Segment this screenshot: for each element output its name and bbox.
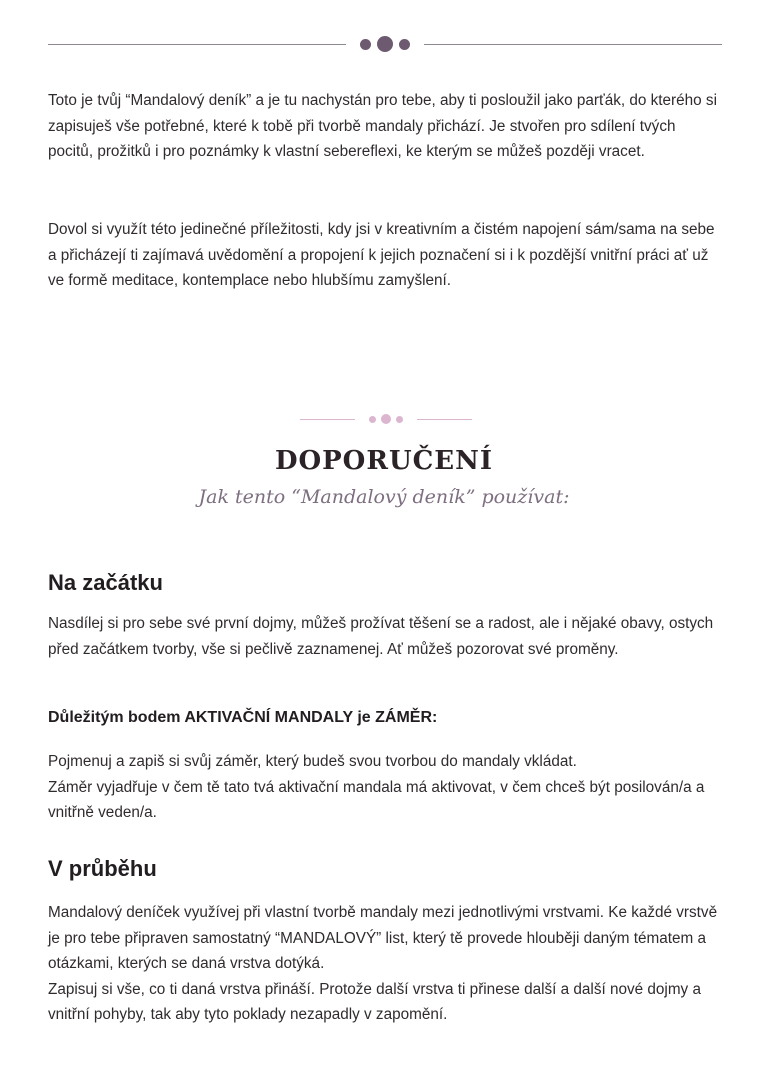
- divider-dot-large: [381, 414, 391, 424]
- divider-dot-small: [360, 39, 371, 50]
- divider-dots: [360, 36, 410, 52]
- section-subtitle: Jak tento “Mandalový deník” používat:: [198, 486, 570, 508]
- start-paragraph: Nasdílej si pro sebe své první dojmy, můžeš prožívat těšení se a radost, ale i nějaké obavy, ostych před začátkem tvorby, vše si pečlivě zaznamenej. Ať můžeš pozorovat své proměny.: [48, 615, 714, 658]
- top-divider: [48, 36, 722, 52]
- during-line-2: Zapisuj si vše, co ti daná vrstva přináší. Protože další vrstva ti přinese další a další nové dojmy a vnitřní pohyby, tak aby tyto poklady nezapadly v zapomění.: [48, 980, 701, 1024]
- heading-start: Na začátku: [48, 570, 163, 595]
- divider-dots: [369, 414, 403, 424]
- divider-line-right: [417, 419, 472, 420]
- during-paragraph: [48, 900, 724, 1028]
- divider-line-left: [300, 419, 355, 420]
- divider-dot-small: [369, 416, 376, 423]
- divider-dot-small: [399, 39, 410, 50]
- divider-line-right: [424, 44, 722, 45]
- divider-dot-small: [396, 416, 403, 423]
- during-line-1: Mandalový deníček využívej při vlastní tvorbě mandaly mezi jednotlivými vrstvami. Ke každé vrstvě je pro tebe připraven samostatný “MANDALOVÝ” list, který tě provede hlouběji daným tématem a otázkami, kterých se daná vrstva dotýká.: [48, 904, 718, 973]
- intro-paragraph-1: Toto je tvůj “Mandalový deník” a je tu nachystán pro tebe, aby ti posloužil jako parťák, do kterého si zapisuješ vše potřebné, které k tobě při tvorbě mandaly přichází. Je stvořen pro sdílení tvých pocitů, prožitků i pro poznámky k vlastní sebereflexi, ke kterým se můžeš později vracet.: [48, 92, 717, 161]
- zamer-paragraph: [48, 749, 724, 826]
- intro-paragraph-2: Dovol si využít této jedinečné příležitosti, kdy jsi v kreativním a čistém napojení sám/sama na sebe a přicházejí ti zajímavá uvědomění a propojení k jejich poznačení si i k pozdější vnitřní práci ať už ve formě meditace, kontemplace nebo hlubšímu zamyšlení.: [48, 221, 715, 290]
- zamer-heading: Důležitým bodem AKTIVAČNÍ MANDALY je ZÁMĚR:: [48, 709, 438, 726]
- divider-line-left: [48, 44, 346, 45]
- section-divider: [300, 414, 472, 424]
- zamer-line-2: Záměr vyjadřuje v čem tě tato tvá aktivační mandala má aktivovat, v čem chceš být posilován/a a vnitřně veden/a.: [48, 778, 705, 822]
- section-title: DOPORUČENÍ: [274, 446, 494, 476]
- zamer-line-1: Pojmenuj a zapiš si svůj záměr, který budeš svou tvorbou do mandaly vkládat.: [48, 753, 577, 770]
- heading-during: V průběhu: [48, 856, 157, 881]
- divider-dot-large: [377, 36, 393, 52]
